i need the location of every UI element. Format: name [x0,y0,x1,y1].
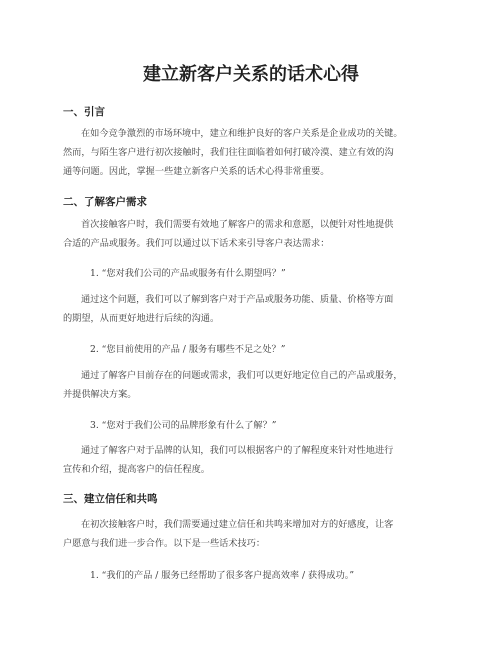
paragraph-line: 户愿意与我们进一步合作。以下是一些话术技巧： [63,538,266,549]
section-trust-paragraph [63,515,443,553]
section-heading-needs: 二、了解客户需求 [63,196,147,208]
section-needs-paragraph [63,215,443,253]
paragraph-line: 通等问题。因此，掌握一些建立新客户关系的话术心得非常重要。 [63,166,330,177]
needs-explanation-1 [63,290,443,328]
paragraph-line: 宣传和介绍，提高客户的信任程度。 [63,464,210,475]
section-heading-intro: 一、引言 [63,106,105,118]
paragraph-line: 通过了解客户对于品牌的认知，我们可以根据客户的了解程度来针对性地进行 [81,445,394,456]
needs-question-1: 1. “您对我们公司的产品或服务有什么期望吗？” [90,268,286,279]
paragraph-line: 在初次接触客户时，我们需要通过建立信任和共鸣来增加对方的好感度，让客 [81,519,394,530]
document-title: 建立新客户关系的话术心得 [143,64,359,85]
paragraph-line: 通过这个问题，我们可以了解到客户对于产品或服务功能、质量、价格等方面 [81,294,394,305]
paragraph-line: 在如今竞争激烈的市场环境中，建立和维护良好的客户关系是企业成功的关键。 [81,128,403,139]
needs-question-3: 3. “您对于我们公司的品牌形象有什么了解？” [90,420,277,431]
paragraph-line: 合适的产品或服务。我们可以通过以下话术来引导客户表达需求： [63,238,330,249]
section-heading-trust: 三、建立信任和共鸣 [63,493,158,505]
paragraph-line: 首次接触客户时，我们需要有效地了解客户的需求和意愿，以便针对性地提供 [81,219,394,230]
trust-question-1: 1. “我们的产品 / 服务已经帮助了很多客户提高效率 / 获得成功。” [90,570,355,581]
paragraph-line: 然而，与陌生客户进行初次接触时，我们往往面临着如何打破冷漠、建立有效的沟 [63,147,394,158]
paragraph-line: 并提供解决方案。 [63,389,137,400]
needs-explanation-3 [63,441,443,479]
paragraph-line: 的期望，从而更好地进行后续的沟通。 [63,313,220,324]
paragraph-line: 通过了解客户目前存在的问题或需求，我们可以更好地定位自己的产品或服务， [81,370,403,381]
section-intro-paragraph [63,124,443,181]
needs-question-2: 2. “您目前使用的产品 / 服务有哪些不足之处？” [90,344,286,355]
needs-explanation-2 [63,366,443,404]
